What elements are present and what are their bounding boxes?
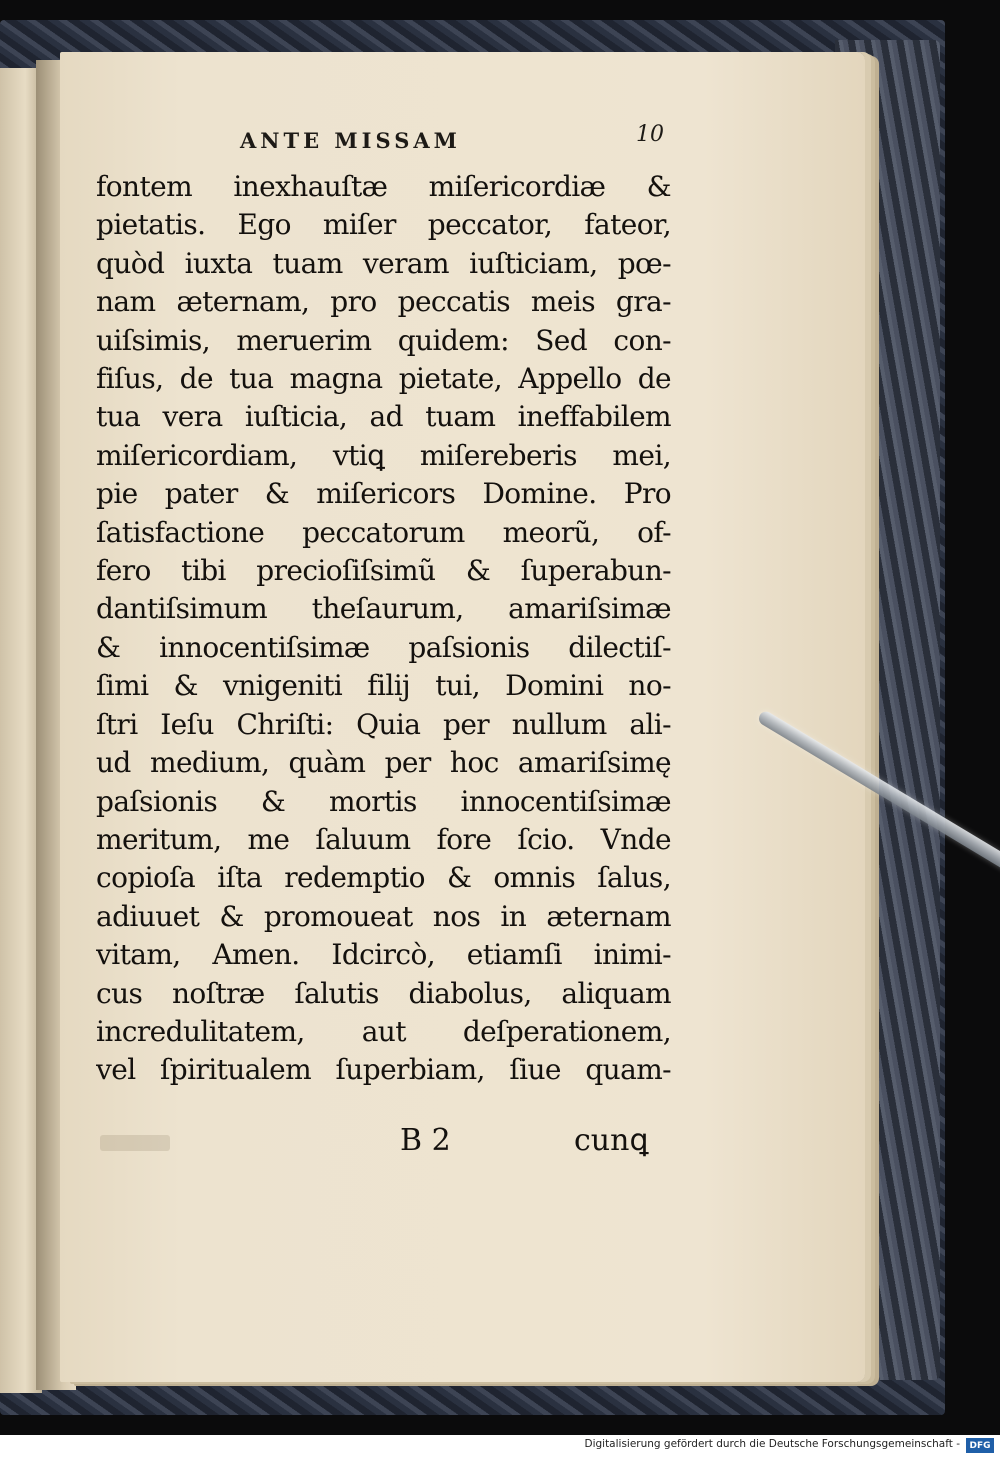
text-line: dantiſsimum theſaurum, amariſsimæ: [96, 592, 671, 626]
text-line: quòd iuxta tuam veram iuſticiam, pœ-: [96, 246, 671, 280]
catchword: cunꝗ: [574, 1123, 649, 1158]
text-line: vitam, Amen. Idcircò, etiamſi inimi-: [96, 938, 671, 972]
text-line: ſtri Ieſu Chriſti: Quia per nullum ali-: [96, 707, 671, 741]
text-line: copioſa iſta redemptio & omnis ſalus,: [96, 861, 671, 895]
signature-mark: B 2: [400, 1123, 451, 1158]
text-line: incredulitatem, aut deſperationem,: [96, 1014, 671, 1048]
text-line: ſimi & vnigeniti filij tui, Domini no-: [96, 669, 671, 703]
body-text: [96, 168, 671, 1090]
running-head: ANTE MISSAM: [240, 128, 461, 153]
text-line: fero tibi precioſiſsimũ & ſuperabun-: [96, 554, 671, 588]
text-line: pietatis. Ego miſer peccator, fateor,: [96, 208, 671, 242]
text-line: fontem inexhauſtæ miſericordiæ &: [96, 170, 671, 203]
text-line: pie pater & miſericors Domine. Pro: [96, 477, 671, 511]
text-line: tua vera iuſticia, ad tuam ineffabilem: [96, 400, 671, 434]
folio-number: 10: [636, 122, 664, 147]
text-line: miſericordiam, vtiꝗ miſereberis mei,: [96, 438, 671, 472]
text-line: uiſsimis, meruerim quidem: Sed con-: [96, 323, 671, 357]
faint-bleedthrough-mark: [100, 1135, 170, 1151]
text-line: ud medium, quàm per hoc amariſsimę: [96, 746, 671, 780]
funding-credit: Digitalisierung gefördert durch die Deutsche Forschungsgemeinschaft -: [584, 1438, 960, 1450]
text-line: vel ſpiritualem ſuperbiam, ſiue quam-: [96, 1053, 671, 1087]
text-line: & innocentiſsimæ paſsionis dilectiſ-: [96, 630, 671, 664]
text-line: ſatisfactione peccatorum meorũ, of-: [96, 515, 671, 549]
dfg-logo-icon: DFG: [966, 1438, 994, 1453]
text-line: nam æternam, pro peccatis meis gra-: [96, 285, 671, 319]
text-line: cus noſtræ ſalutis diabolus, aliquam: [96, 976, 671, 1010]
text-line: meritum, me ſaluum fore ſcio. Vnde: [96, 822, 671, 856]
text-line: paſsionis & mortis innocentiſsimæ: [96, 784, 671, 818]
text-line: adiuuet & promoueat nos in æternam: [96, 899, 671, 933]
text-line: fiſus, de tua magna pietate, Appello de: [96, 362, 671, 396]
